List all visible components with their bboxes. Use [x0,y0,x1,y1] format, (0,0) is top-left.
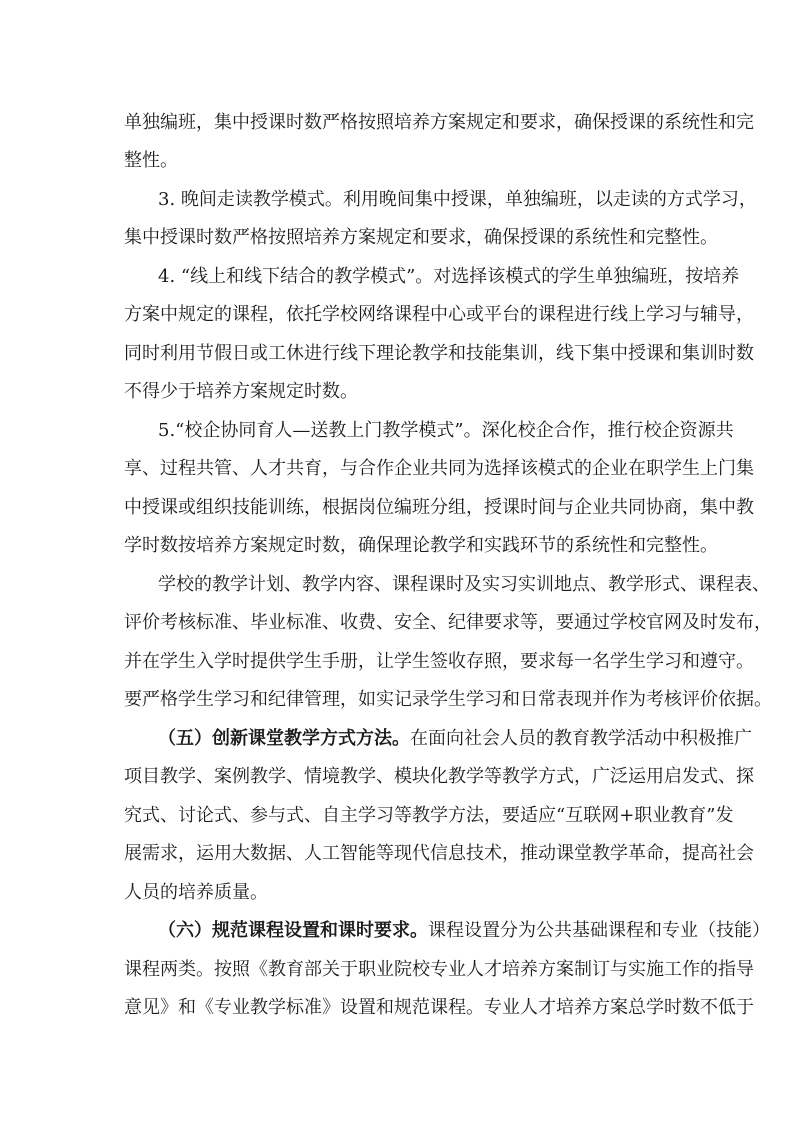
paragraph-line: 并在学生入学时提供学生手册，让学生签收存照，要求每一名学生学习和遵守。 [124,651,754,672]
section-heading-line [158,921,770,941]
section-heading-line [158,729,752,749]
paragraph-line: 展需求，运用大数据、人工智能等现代信息技术，推动课堂教学革命，提高社会 [124,843,754,864]
paragraph-line: 4. “线上和线下结合的教学模式”。对选择该模式的学生单独编班，按培养 [158,266,740,287]
paragraph-line: 3. 晚间走读教学模式。利用晚间集中授课，单独编班，以走读的方式学习， [158,189,757,210]
paragraph-line: 方案中规定的课程，依托学校网络课程中心或平台的课程进行线上学习与辅导， [124,304,754,325]
paragraph-text: 在面向社会人员的教育教学活动中积极推广 [410,728,752,749]
paragraph-line: 项目教学、案例教学、情境教学、模块化教学等教学方式，广泛运用启发式、探 [124,766,754,787]
paragraph-line: 学校的教学计划、教学内容、课程课时及实习实训地点、教学形式、课程表、 [158,574,770,595]
paragraph-line: 单独编班，集中授课时数严格按照培养方案规定和要求，确保授课的系统性和完 [124,112,754,133]
paragraph-line: 整性。 [124,150,178,171]
section-heading: （五）创新课堂教学方式方法。 [158,728,410,749]
paragraph-line: 享、过程共管、人才共育，与合作企业共同为选择该模式的企业在职学生上门集 [124,458,754,479]
section-heading: （六）规范课程设置和课时要求。 [158,920,428,941]
paragraph-line: 5.“校企协同育人—送教上门教学模式”。深化校企合作，推行校企资源共 [158,420,734,441]
paragraph-line: 课程两类。按照《教育部关于职业院校专业人才培养方案制订与实施工作的指导 [124,959,754,980]
paragraph-line: 究式、讨论式、参与式、自主学习等教学方法，要适应“互联网+职业教育”发 [124,805,734,826]
paragraph-line: 不得少于培养方案规定时数。 [124,381,358,402]
paragraph-line: 人员的培养质量。 [124,882,268,903]
paragraph-line: 要严格学生学习和纪律管理，如实记录学生学习和日常表现并作为考核评价依据。 [124,689,772,710]
paragraph-line: 学时数按培养方案规定时数，确保理论教学和实践环节的系统性和完整性。 [124,535,718,556]
paragraph-line: 同时利用节假日或工休进行线下理论教学和技能集训，线下集中授课和集训时数 [124,343,754,364]
paragraph-line: 意见》和《专业教学标准》设置和规范课程。专业人才培养方案总学时数不低于 [124,997,754,1018]
paragraph-line: 集中授课时数严格按照培养方案规定和要求，确保授课的系统性和完整性。 [124,227,718,248]
paragraph-text: 课程设置分为公共基础课程和专业（技能） [428,920,770,941]
paragraph-line: 评价考核标准、毕业标准、收费、安全、纪律要求等，要通过学校官网及时发布， [124,612,772,633]
paragraph-line: 中授课或组织技能训练，根据岗位编班分组，授课时间与企业共同协商，集中教 [124,497,754,518]
